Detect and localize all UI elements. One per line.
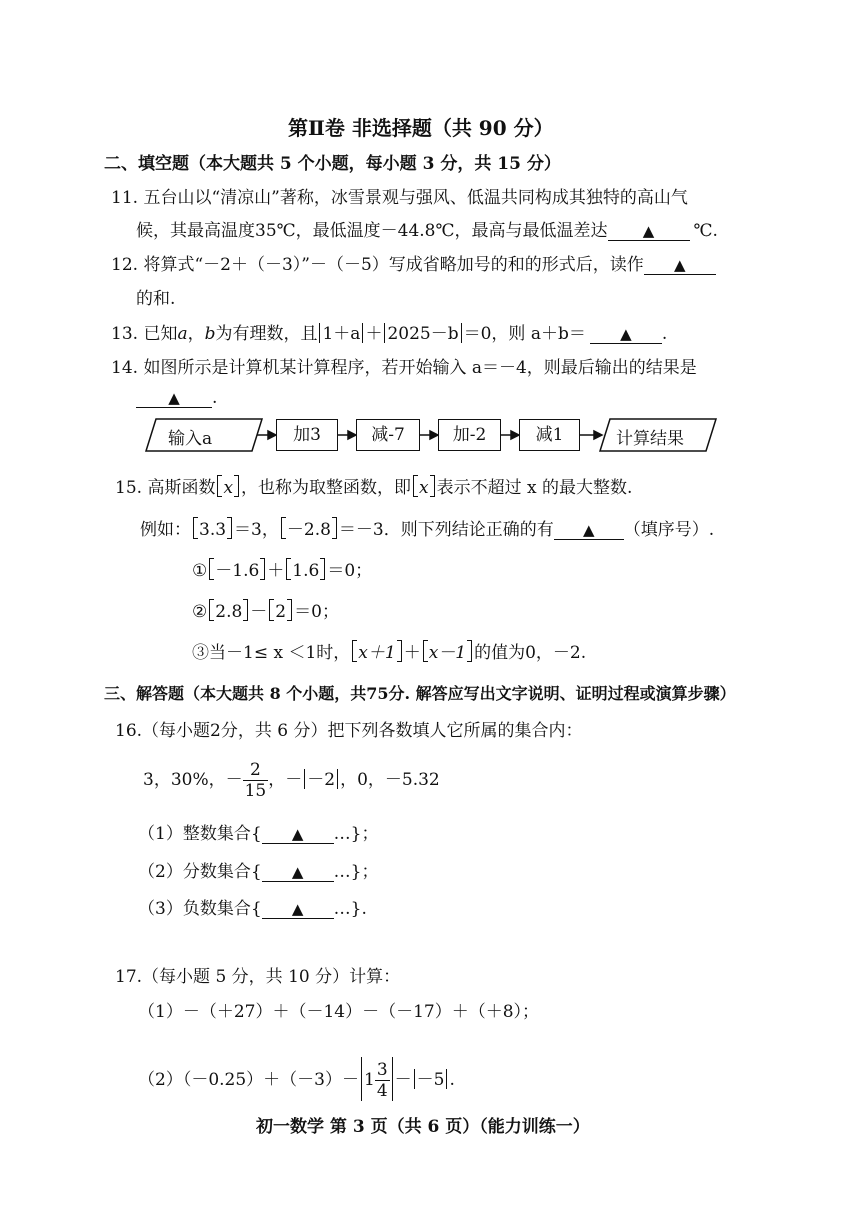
flow-step-sub-1: 减1 (519, 419, 580, 451)
set-close: …}； (333, 824, 379, 844)
option-op: ＋ (403, 643, 421, 663)
option-value: x－1 (428, 643, 467, 663)
set-label: （2）分数集合{ (138, 862, 262, 882)
frac-numerator: 3 (376, 1060, 388, 1080)
floor-right-bracket (467, 640, 472, 662)
triangle-icon: ▲ (620, 325, 632, 343)
abs-bar-icon (337, 769, 338, 789)
q15-line1 (115, 473, 632, 498)
flow-step-add-neg2: 加-2 (438, 419, 501, 451)
floor-right-bracket (430, 475, 435, 497)
floor-right-bracket (260, 558, 265, 580)
floor-left-bracket (281, 517, 286, 539)
triangle-icon: ▲ (642, 222, 655, 240)
q17-p2-end: . (449, 1070, 455, 1090)
option-value: x＋1 (358, 643, 396, 663)
floor-left-bracket (193, 517, 198, 539)
q15-example (140, 515, 714, 540)
q13-pre: 13. 已知 (111, 324, 178, 344)
floor-right-bracket (234, 475, 239, 497)
option-op: － (250, 602, 268, 622)
q17-p2-abs: －5 (416, 1070, 445, 1090)
arrow-head-icon (268, 431, 276, 439)
fraction-3-4 (375, 1060, 390, 1101)
q16-set-fractions (138, 857, 378, 882)
abs-bar-icon (304, 769, 305, 789)
triangle-icon: ▲ (291, 825, 304, 843)
q13-comma: ， (187, 324, 205, 344)
q15-x2: x (419, 478, 429, 498)
q15-post: 表示不超过 x 的最大整数. (436, 478, 633, 498)
q13-var-a: a (177, 324, 188, 344)
q17-part2 (138, 1057, 455, 1101)
mixed-whole: 1 (363, 1070, 375, 1090)
q15-pre: 15. 高斯函数 (115, 478, 216, 498)
q16-line1: 16.（每小题2分，共 6 分）把下列各数填人它所属的集合内： (115, 721, 583, 741)
q15-mid: ，也称为取整函数，即 (241, 478, 412, 498)
floor-left-bracket (352, 640, 357, 662)
q16-set-integers (138, 819, 378, 844)
floor-right-bracket (397, 640, 402, 662)
q13-end: . (661, 324, 668, 344)
triangle-icon: ▲ (168, 389, 180, 407)
q17-line1: 17.（每小题 5 分，共 10 分）计算： (115, 967, 401, 987)
option-value: －1.6 (215, 561, 260, 581)
q15-x: x (223, 478, 234, 498)
option-post: ＝0； (327, 561, 373, 581)
q16-nums-post: ，0，－5.32 (340, 770, 440, 790)
q16-integer-blank[interactable] (262, 825, 334, 844)
floor-left-bracket (217, 475, 222, 497)
frac-denominator: 4 (376, 1081, 388, 1101)
floor-left-bracket (423, 640, 428, 662)
q11-text: 候，其最高温度35℃，最低温度－44.8℃，最高与最低温差达 (136, 221, 608, 241)
q17-p2-pre: （2）（－0.25）＋（－3）－ (138, 1070, 359, 1090)
q17-part1: （1）－（＋27）＋（－14）－（－17）＋（＋8）； (138, 1002, 540, 1022)
q17-p2-mid: － (394, 1070, 412, 1090)
q14-line1: 14. 如图所示是计算机某计算程序，若开始输入 a＝－4，则最后输出的结果是 (111, 358, 697, 378)
abs-bar-icon (446, 1069, 447, 1089)
q11-line1: 11. 五台山以“清凉山”著称，冰雪景观与强风、低温共同构成其独特的高山气 (111, 188, 688, 208)
q16-negative-blank[interactable] (262, 900, 334, 919)
q13-eq: ＝0，则 a＋b＝ (463, 324, 586, 344)
page-footer: 初一数学 第 3 页（共 6 页）（能力训练一） (256, 1117, 590, 1137)
floor-right-bracket (227, 517, 232, 539)
floor-right-bracket (332, 517, 337, 539)
flow-output-label: 计算结果 (616, 429, 684, 449)
q15-option-1 (192, 556, 372, 581)
q16-abs: －2 (307, 770, 336, 790)
q15-ex-pre: 例如： (140, 520, 191, 540)
option-op: ＋ (267, 561, 285, 581)
floor-right-bracket (243, 599, 248, 621)
abs-bar-icon (414, 1069, 415, 1089)
option-value: 2 (275, 602, 287, 622)
q13-abs1: 1＋a (322, 324, 361, 344)
triangle-icon: ▲ (291, 900, 304, 918)
arrow-head-icon (511, 431, 519, 439)
abs-bar-icon (361, 1057, 362, 1101)
floor-left-bracket (413, 475, 418, 497)
set-label: （3）负数集合{ (138, 899, 262, 919)
q14-end: . (212, 388, 218, 408)
page-title: 第Ⅱ卷 非选择题（共 90 分） (288, 116, 554, 140)
flow-step-sub-neg7: 减-7 (356, 419, 420, 451)
q12-line2: 的和. (136, 289, 176, 309)
flow-step-add-3: 加3 (276, 419, 338, 451)
option-marker: ③当－1≤ x ＜1时， (192, 643, 351, 663)
abs-bar-icon (392, 1057, 393, 1101)
option-post: 的值为0，－2. (474, 643, 587, 663)
option-value: 2.8 (215, 602, 243, 622)
q11-unit: ℃. (693, 221, 718, 241)
option-post: ＝0； (294, 602, 339, 622)
floor-left-bracket (209, 558, 214, 580)
option-value: 1.6 (292, 561, 320, 581)
triangle-icon: ▲ (674, 256, 686, 274)
q12-text: 12. 将算式“－2＋（－3）”－（－5）写成省略加号的和的形式后，读作 (111, 255, 644, 275)
q15-ex-post: （填序号）. (623, 520, 715, 540)
q15-answer-blank[interactable] (554, 521, 624, 540)
option-marker: ① (192, 561, 208, 581)
frac-numerator: 2 (243, 760, 269, 781)
q16-numbers (143, 760, 440, 801)
q13-plus: ＋ (365, 324, 383, 344)
section-3-heading: 三、解答题（本大题共 8 个小题，共75分. 解答应写出文字说明、证明过程或演算步骤） (104, 684, 736, 703)
q15-ex2: －2.8 (286, 520, 331, 540)
fraction-2-15 (243, 760, 269, 801)
arrow-head-icon (348, 431, 356, 439)
q16-set-negatives (138, 894, 367, 919)
q16-fraction-blank[interactable] (262, 863, 334, 882)
arrow-head-icon (430, 431, 438, 439)
triangle-icon: ▲ (291, 863, 304, 881)
q16-nums-mid: ，－ (268, 770, 303, 790)
section-2-heading: 二、填空题（本大题共 5 个小题，每小题 3 分，共 15 分） (104, 154, 561, 174)
q15-option-3 (192, 638, 586, 663)
option-marker: ② (192, 602, 208, 622)
q15-ex2-val: ＝－3．则下列结论正确的有 (338, 520, 554, 540)
q13-mid: 为有理数，且 (215, 324, 318, 344)
floor-right-bracket (287, 599, 292, 621)
q13-abs2: 2025－b (387, 324, 459, 344)
floor-right-bracket (320, 558, 325, 580)
set-close: …}； (333, 862, 379, 882)
floor-left-bracket (286, 558, 291, 580)
q15-ex1: 3.3 (199, 520, 227, 540)
triangle-icon: ▲ (582, 521, 595, 539)
set-close: …}. (333, 899, 367, 919)
q16-nums-pre: 3，30%，－ (143, 770, 243, 790)
q15-option-2 (192, 597, 339, 622)
frac-denominator: 15 (244, 781, 267, 801)
flow-input-label: 输入a (168, 429, 213, 449)
floor-left-bracket (209, 599, 214, 621)
floor-left-bracket (269, 599, 274, 621)
set-label: （1）整数集合{ (138, 824, 262, 844)
q15-ex1-val: ＝3， (234, 520, 279, 540)
q13-var-b: b (204, 324, 216, 344)
arrow-head-icon (594, 431, 602, 439)
